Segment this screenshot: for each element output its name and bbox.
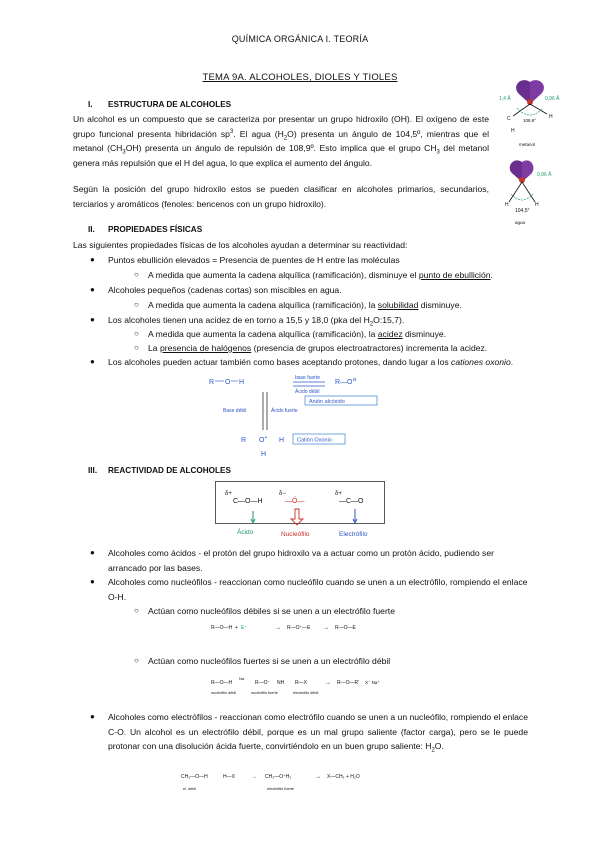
figure-caption: metanol [519,142,536,147]
list-item: ○ A medida que aumenta la cadena alquílica (ramificación), disminuye el punto de ebullición. [134,270,493,280]
svg-text:R—O⁺—E: R—O⁺—E [287,625,311,631]
list-item: ○ La presencia de halógenos (presencia de grupos electroatractores) incrementa la acidez. [134,343,488,353]
svg-text:→: → [315,774,321,780]
acid-base-diagram [195,372,395,462]
svg-text:X⁻ Na⁺: X⁻ Na⁺ [365,680,380,685]
svg-text:O: O [225,379,231,386]
list-item: ● Alcoholes pequeños (cadenas cortas) son miscibles en agua. [90,285,342,295]
svg-text:R: R [241,437,247,444]
methanol-diagram [497,78,567,150]
svg-text:δ+: δ+ [225,491,232,497]
nucleophile-label: Nucleófilo [281,531,310,538]
angle-label: 104,5° [515,208,530,214]
svg-text:H: H [239,379,245,386]
svg-text:→: → [275,625,281,631]
svg-text:R—O⁻: R—O⁻ [255,680,271,686]
svg-text:electrófilo débil: electrófilo débil [293,691,319,695]
strong-nucleophile-reaction [205,670,395,700]
svg-text:H: H [279,437,285,444]
svg-text:H: H [261,451,267,458]
svg-text:C: C [507,116,511,122]
svg-text:→: → [323,625,329,631]
electrophile-reaction [175,760,405,798]
document-header: QUÍMICA ORGÁNICA I. TEORÍA [231,34,369,44]
svg-text:el. débil: el. débil [183,787,197,791]
list-item: ● Alcoholes como electrófilos - reaccionan como electrófilo cuando se unen a un nucleófilo, rompiendo el enlace C-O. Un alcohol es un electrófilo débil, porque es un mal grupo saliente (factor carga), pero se le puede protonar con una disolución ácida fuerte, convirtiéndolo en un buen grupo saliente: $H_2O$. [90,712,528,754]
classification-paragraph: Según la posición del grupo hidroxilo estos se pueden clasificar en alcoholes primarios, secundarios, terciarios y aromáticos (fenoles: bencenos con un grupo hidroxilo). [73,184,489,209]
arrow-label: Ácido fuerte [271,408,298,414]
arrow-label: Ácido débil [295,389,320,395]
acid-label: Ácido [237,529,254,536]
list-item: ● Los alcoholes pueden actuar también como bases aceptando protones, dando lugar a los cationes oxonio. [90,357,514,367]
section-number: I. [88,100,93,109]
svg-text:R—X: R—X [295,680,307,686]
electrophile-label: Electrófilo [339,531,368,538]
bond-length-label: 0,96 Å [545,96,560,102]
svg-text:R—O⊖: R—O⊖ [335,377,357,386]
svg-text:X—CH₃ + H₂O: X—CH₃ + H₂O [327,774,360,780]
topic-title: TEMA 9A. ALCOHOLES, DIOLES Y TIOLES [202,72,398,83]
section-number: III. [88,466,98,475]
svg-text:H: H [535,202,539,208]
arrow-label: Base débil [223,408,247,414]
svg-text:—Ö—: —Ö— [285,498,305,505]
bond-length-label: 0,96 Å [537,172,552,178]
reactivity-diagram [215,481,385,541]
water-diagram [497,156,567,228]
weak-nucleophile-reaction [205,617,385,639]
structure-paragraph: Un alcohol es un compuesto que se caracteriza por presentar un grupo hidroxilo (OH). El oxígeno de este grupo funcional presenta hibridación $sp^3$. El agua $(H_2O)$ presenta un ángulo de 104,5º, mientras que el metanol $(CH_3OH)$ presenta un ángulo de repulsión de 108,9º. Esto implica que el grupo $CH_3$ del metanol genera más repulsión que el H del agua, lo que explica el aumento del ángulo. [73,114,489,168]
svg-text:R: R [209,379,215,386]
svg-text:δ+: δ+ [335,491,342,497]
svg-text:NH: NH [277,680,285,686]
svg-text:CH₃—O⁺H₂: CH₃—O⁺H₂ [265,774,292,780]
properties-intro: Las siguientes propiedades físicas de los alcoholes ayudan a determinar su reactividad: [73,240,408,250]
svg-text:R—O—R': R—O—R' [337,680,360,686]
bond-length-label: 1,4 Å [499,96,511,102]
svg-text:H: H [549,114,553,120]
svg-text:nucleófilo débil: nucleófilo débil [211,691,237,695]
arrow-label: base fuerte [295,375,321,381]
list-item: ○ Actúan como nucleófilos débiles si se unen a un electrófilo fuerte [134,606,395,616]
svg-text:—C—O: —C—O [339,498,364,505]
list-item: ● Los alcoholes tienen una acidez de en torno a 15,5 y 18,0 (pka del $H_2O:15,7$). [90,315,405,328]
svg-text:H: H [505,202,509,208]
figure-caption: agua [515,220,526,225]
svg-text:R—O—H: R—O—H [211,625,233,631]
list-item: ● Puntos ebullición elevados = Presencia de puentes de H entre las moléculas [90,255,400,265]
cation-oxonium-label: Catión Oxonio [297,437,332,444]
list-item: ○ A medida que aumenta la cadena alquílica (ramificación), la solubilidad disminuye. [134,300,462,310]
svg-text:electrófilo fuerte: electrófilo fuerte [267,787,295,791]
svg-text:→: → [251,774,257,780]
list-item: ○ Actúan como nucleófilos fuertes si se unen a un electrófilo débil [134,656,391,666]
list-item: ● Alcoholes como nucleófilos - reaccionan como nucleófilo cuando se unen a un electrófilo, rompiendo el enlace O-H. [90,577,528,602]
svg-text:→: → [325,680,331,686]
svg-text:E⁺: E⁺ [241,625,247,631]
svg-text:H—X: H—X [223,774,235,780]
svg-text:R—O—E: R—O—E [335,625,356,631]
svg-text:O+: O+ [259,435,268,444]
svg-text:δ−: δ− [279,491,286,497]
section-title: PROPIEDADES FÍSICAS [108,225,203,234]
svg-text:Na: Na [239,676,245,681]
svg-text:R—O—H: R—O—H [211,680,233,686]
anion-alkoxide-label: Anión alcóxido [309,399,345,405]
svg-text:H: H [511,128,515,134]
svg-text:CH₃—O—H: CH₃—O—H [181,774,208,780]
list-item: ● Alcoholes como ácidos - el protón del grupo hidroxilo va a actuar como un protón ácido, pudiendo ser arrancado por las bases. [90,548,494,573]
svg-text:C—O—H: C—O—H [233,498,263,505]
section-title: ESTRUCTURA DE ALCOHOLES [108,100,232,109]
svg-text:+: + [235,625,238,631]
svg-text:nucleófilo fuerte: nucleófilo fuerte [251,691,278,695]
angle-label: 108,9° [523,118,537,123]
section-number: II. [88,225,95,234]
list-item: ○ A medida que aumenta la cadena alquílica (ramificación), la acidez disminuye. [134,329,447,339]
section-title: REACTIVIDAD DE ALCOHOLES [108,466,231,475]
